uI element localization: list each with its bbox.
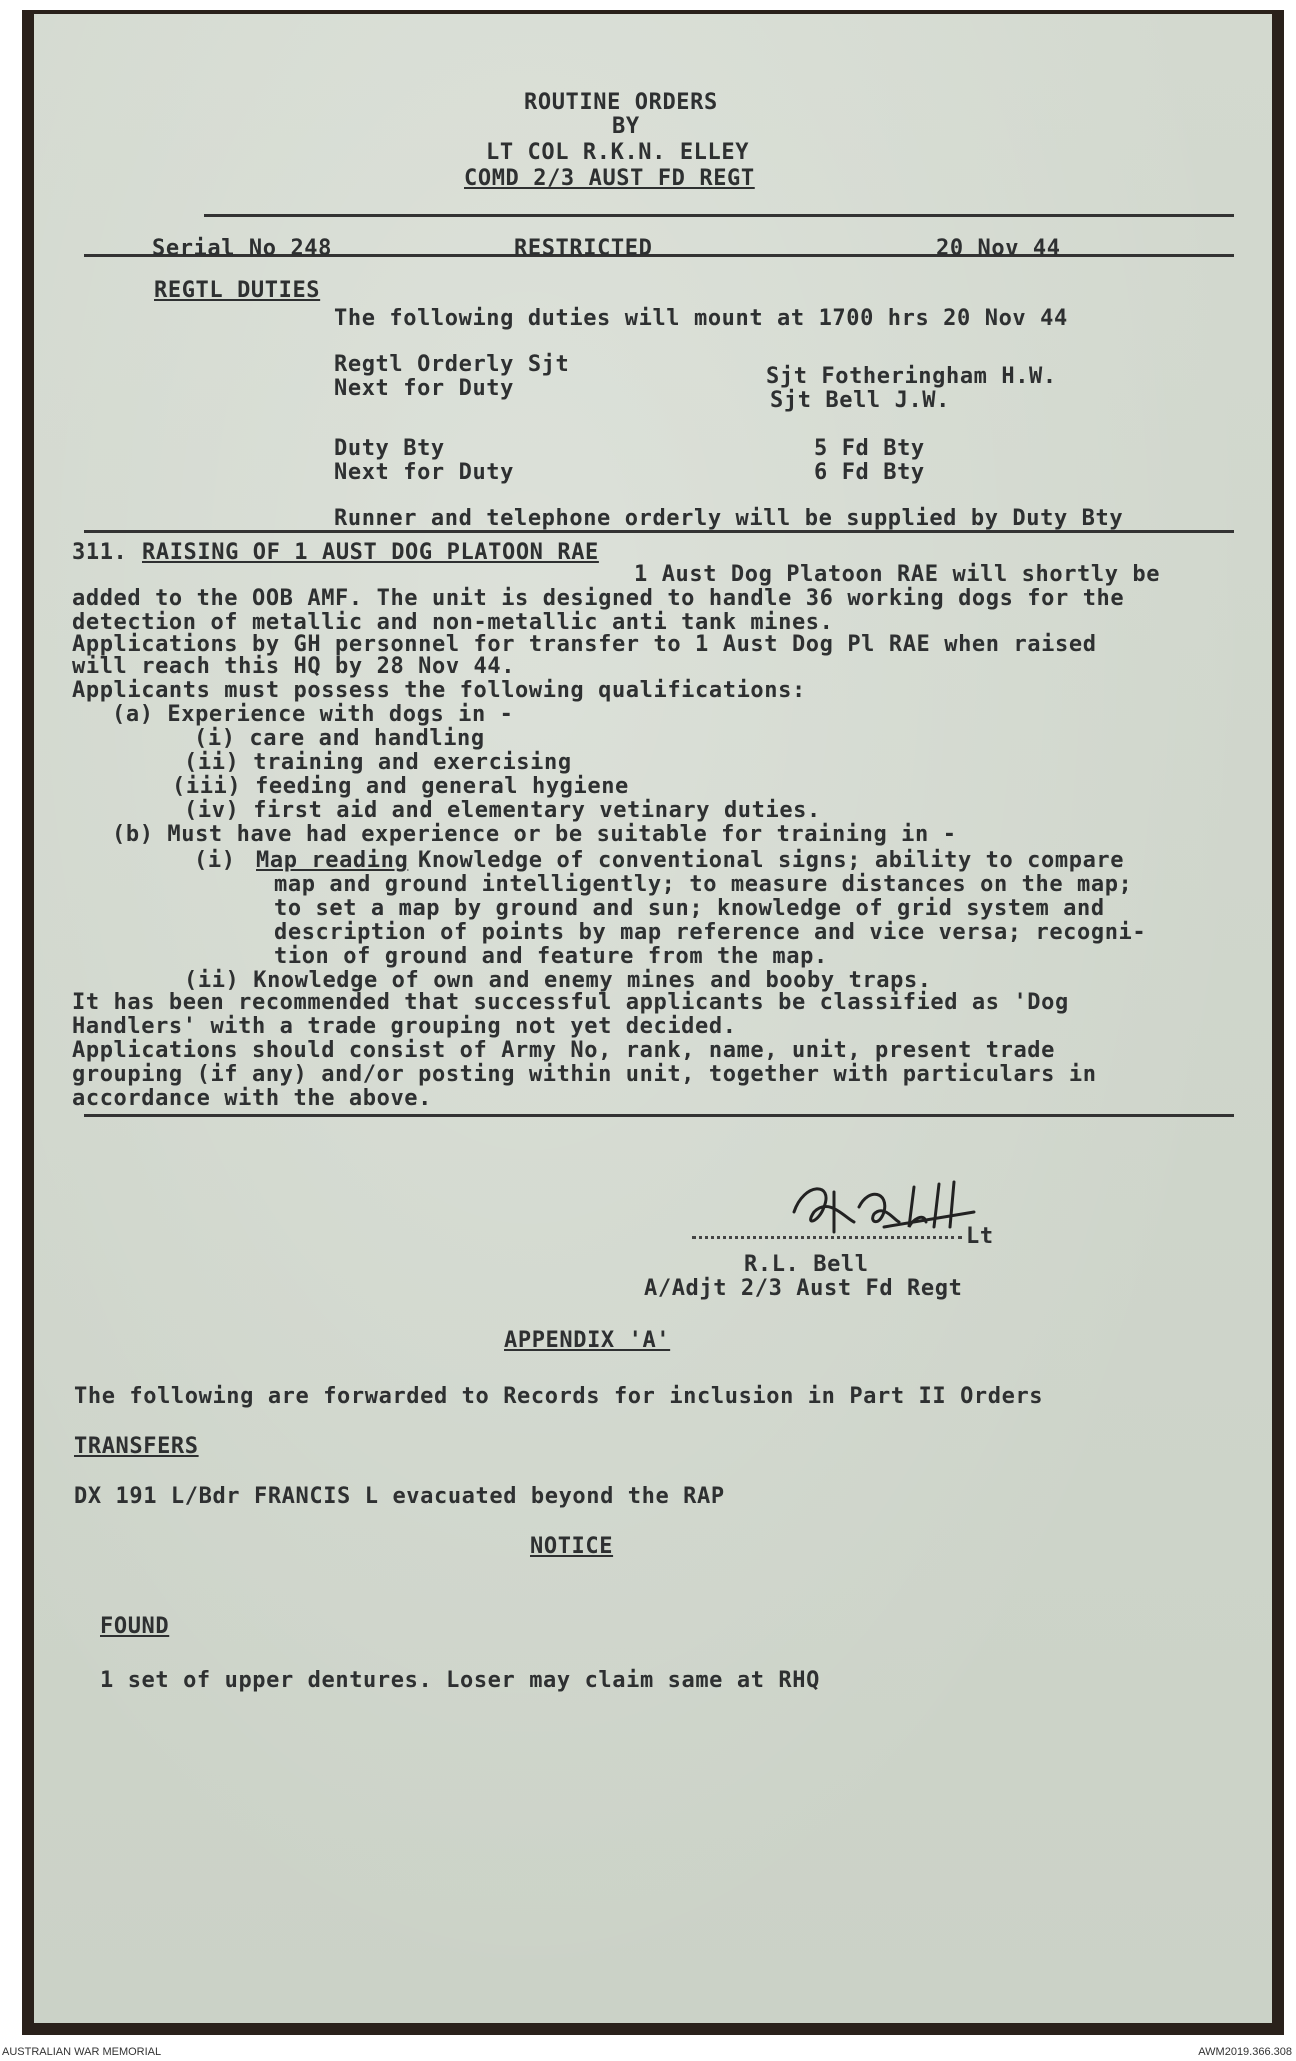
order-line: to set a map by ground and sun; knowledge of grid system and xyxy=(274,896,1105,921)
duties-rule xyxy=(84,530,1234,533)
order-line: (i) care and handling xyxy=(194,726,485,751)
signature-suffix: Lt xyxy=(966,1224,994,1249)
order-heading: RAISING OF 1 AUST DOG PLATOON RAE xyxy=(142,540,599,565)
header-commander: LT COL R.K.N. ELLEY xyxy=(486,140,750,165)
appendix-intro: The following are forwarded to Records for inclusion in Part II Orders xyxy=(74,1384,1044,1409)
document-page xyxy=(34,14,1272,2023)
header-rule-top xyxy=(204,214,1234,217)
duties-intro: The following duties will mount at 1700 hrs 20 Nov 44 xyxy=(334,306,1068,331)
serial-number: Serial No 248 xyxy=(152,236,332,261)
order-line: will reach this HQ by 28 Nov 44. xyxy=(72,654,516,679)
order-line: (iv) first aid and elementary vetinary duties. xyxy=(184,798,821,823)
header-title: ROUTINE ORDERS xyxy=(524,90,718,115)
order-number: 311. xyxy=(72,540,128,565)
duty-name: Sjt Fotheringham H.W. xyxy=(766,364,1057,389)
order-line: (ii) Knowledge of own and enemy mines and booby traps. xyxy=(184,968,932,993)
signature-line xyxy=(692,1236,962,1239)
order-line: Applications by GH personnel for transfer to 1 Aust Dog Pl RAE when raised xyxy=(72,632,1097,657)
order-line: map and ground intelligently; to measure distances on the map; xyxy=(274,872,1133,897)
order-line: It has been recommended that successful applicants be classified as 'Dog xyxy=(72,990,1069,1015)
duty-role: Next for Duty xyxy=(334,460,514,485)
order-line: detection of metallic and non-metallic anti tank mines. xyxy=(72,610,834,635)
order-line: 1 Aust Dog Platoon RAE will shortly be xyxy=(634,562,1161,587)
order-line: (b) Must have had experience or be suitable for training in - xyxy=(112,822,957,847)
footer-accession-number: AWM2019.366.308 xyxy=(1198,2046,1292,2058)
transfers-heading: TRANSFERS xyxy=(74,1434,199,1459)
map-reading-label: Map reading xyxy=(256,848,409,873)
duties-note: Runner and telephone orderly will be supplied by Duty Bty xyxy=(334,506,1124,531)
classification: RESTRICTED xyxy=(514,236,653,261)
order-line: grouping (if any) and/or posting within unit, together with particulars in xyxy=(72,1062,1097,1087)
order-line: description of points by map reference and vice versa; recogni- xyxy=(274,920,1147,945)
signatory-name: R.L. Bell xyxy=(744,1252,869,1277)
order-line: tion of ground and feature from the map. xyxy=(274,944,828,969)
order-line: Handlers' with a trade grouping not yet decided. xyxy=(72,1014,737,1039)
footer-institution: AUSTRALIAN WAR MEMORIAL xyxy=(2,2046,162,2058)
order-line: (a) Experience with dogs in - xyxy=(112,702,514,727)
order-rule xyxy=(84,1114,1234,1117)
duty-role: Regtl Orderly Sjt xyxy=(334,352,570,377)
order-line: Knowledge of conventional signs; ability to compare xyxy=(418,848,1125,873)
duty-name: 5 Fd Bty xyxy=(814,436,925,461)
duty-role: Next for Duty xyxy=(334,376,514,401)
signatory-title: A/Adjt 2/3 Aust Fd Regt xyxy=(644,1276,963,1301)
duty-name: Sjt Bell J.W. xyxy=(770,388,950,413)
header-by: BY xyxy=(612,114,640,139)
order-line: Applicants must possess the following qualifications: xyxy=(72,678,806,703)
order-line: (i) xyxy=(194,848,236,873)
order-line: Applications should consist of Army No, rank, name, unit, present trade xyxy=(72,1038,1056,1063)
transfer-entry: DX 191 L/Bdr FRANCIS L evacuated beyond the RAP xyxy=(74,1484,725,1509)
header-unit: COMD 2/3 AUST FD REGT xyxy=(464,166,755,191)
order-line: accordance with the above. xyxy=(72,1086,432,1111)
found-heading: FOUND xyxy=(100,1614,170,1639)
order-line: (iii) feeding and general hygiene xyxy=(172,774,629,799)
duties-heading: REGTL DUTIES xyxy=(154,278,321,303)
duty-name: 6 Fd Bty xyxy=(814,460,925,485)
appendix-heading: APPENDIX 'A' xyxy=(504,1328,671,1353)
order-line: added to the OOB AMF. The unit is designed to handle 36 working dogs for the xyxy=(72,586,1125,611)
order-line: (ii) training and exercising xyxy=(184,750,572,775)
found-entry: 1 set of upper dentures. Loser may claim same at RHQ xyxy=(100,1668,820,1693)
order-date: 20 Nov 44 xyxy=(936,236,1061,261)
duty-role: Duty Bty xyxy=(334,436,445,461)
notice-heading: NOTICE xyxy=(530,1534,614,1559)
